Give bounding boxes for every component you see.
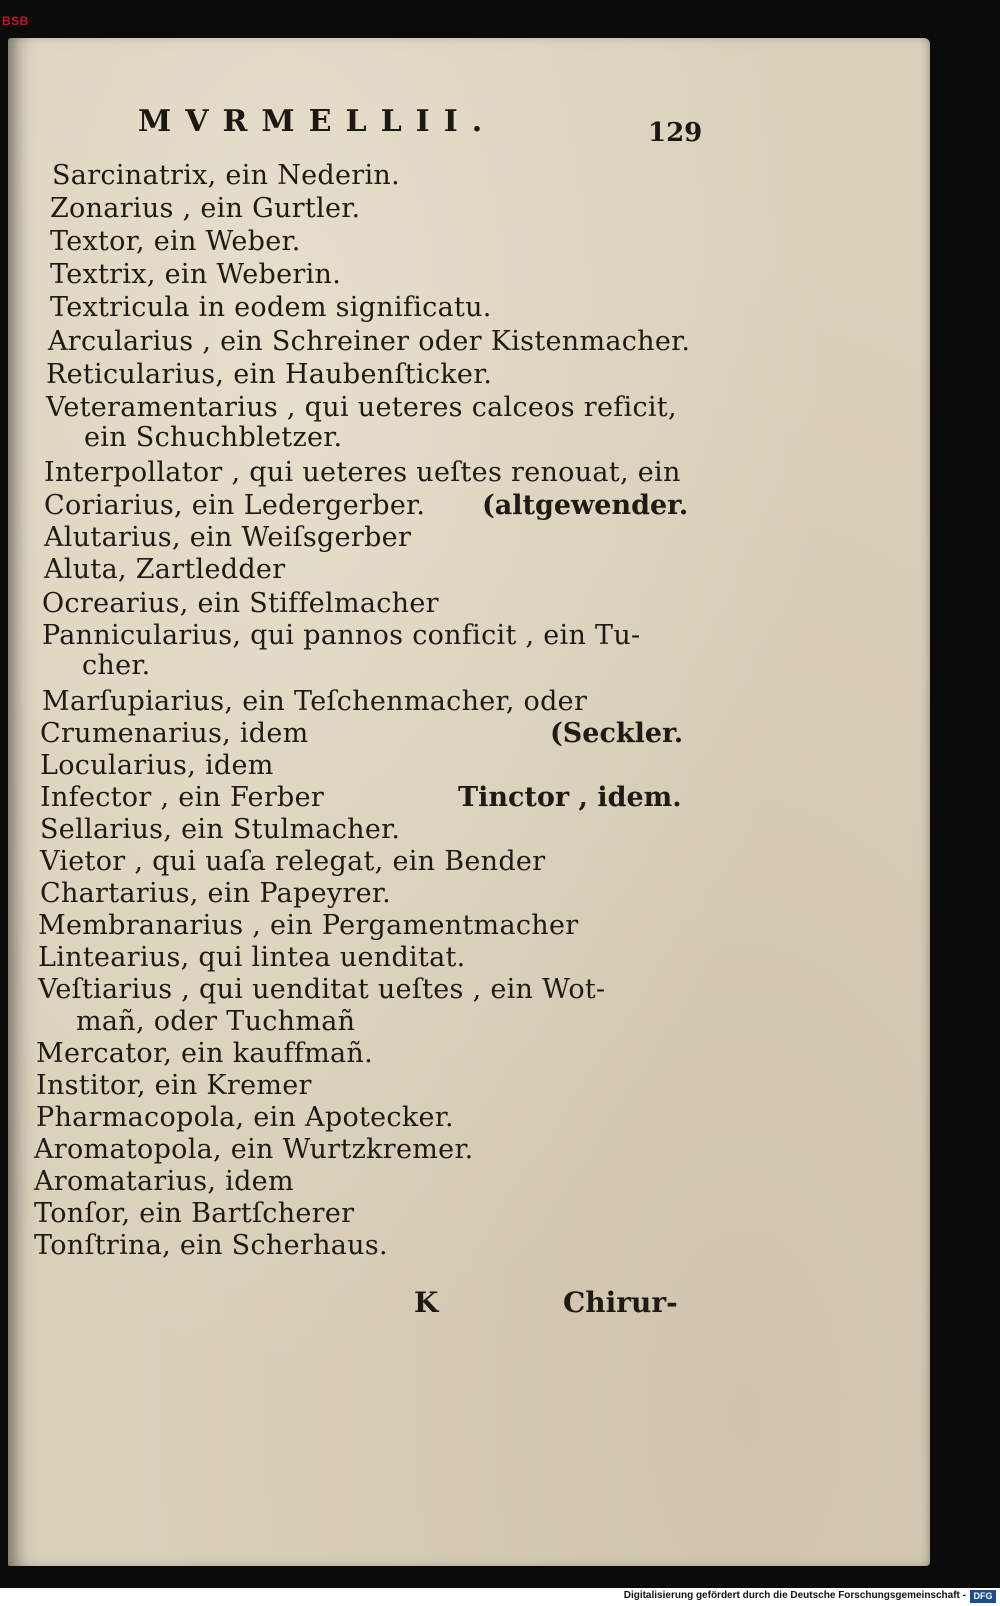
text-line: Sarcinatrix, ein Nederin. [52,160,400,191]
text-line: Marſupiarius, ein Teſchenmacher, oder [42,686,588,717]
right-fragment-infector: Tinctor , idem. [458,782,682,813]
text-line: Crumenarius, idem [40,718,309,749]
text-line: Tonſor, ein Bartſcherer [34,1198,355,1229]
text-line: Membranarius , ein Pergamentmacher [38,910,579,941]
text-line: cher. [82,650,151,681]
signature-mark: K [414,1286,439,1319]
dfg-logo: DFG [970,1590,996,1603]
catchword: Chirur- [563,1286,678,1319]
text-line: Textrix, ein Weberin. [50,259,342,290]
text-line: Aromatarius, idem [34,1166,294,1197]
text-line: ein Schuchbletzer. [84,422,343,453]
text-line: Reticularius, ein Haubenſticker. [46,359,493,390]
text-line: Infector , ein Ferber [40,782,325,813]
text-line: Chartarius, ein Papeyrer. [40,878,392,909]
text-line: Pannicularius, qui pannos conficit , ein Tu- [42,620,641,651]
text-line: Ocrearius, ein Stiffelmacher [42,588,439,619]
text-line: Alutarius, ein Weiſsgerber [44,522,412,553]
text-line: mañ, oder Tuchmañ [76,1006,356,1037]
text-line: Tonſtrina, ein Scherhaus. [34,1230,388,1261]
text-line: Vietor , qui uaſa relegat, ein Bender [40,846,546,877]
text-line: Mercator, ein kauffmañ. [36,1038,373,1069]
right-fragment-coriarius: (altgewender. [482,490,689,521]
text-line: Coriarius, ein Ledergerber. [44,490,426,521]
page-number: 129 [648,118,703,148]
text-line: Sellarius, ein Stulmacher. [40,814,401,845]
text-line: Institor, ein Kremer [36,1070,312,1101]
text-line: Veſtiarius , qui uenditat ueſtes , ein Wot- [38,974,606,1005]
text-line: Veteramentarius , qui ueteres calceos reficit, [46,392,677,423]
footer-credit: Digitalisierung gefördert durch die Deutsche Forschungsgemeinschaft - [623,1590,966,1601]
text-line: Lintearius, qui lintea uenditat. [38,942,466,973]
text-line: Textor, ein Weber. [50,226,301,257]
text-line: Interpollator , qui ueteres ueſtes renouat, ein [44,457,681,488]
text-line: Zonarius , ein Gurtler. [50,193,361,224]
text-line: Pharmacopola, ein Apotecker. [36,1102,454,1133]
text-line: Aluta, Zartledder [44,554,286,585]
running-head: MVRMELLII. [138,104,497,139]
text-line: Aromatopola, ein Wurtzkremer. [34,1134,474,1165]
bsb-logo: BSB [2,14,29,28]
text-line: Arcularius , ein Schreiner oder Kistenmacher. [48,326,691,357]
right-fragment-crumenarius: (Seckler. [550,718,684,749]
text-line: Locularius, idem [40,750,274,781]
text-line: Textricula in eodem significatu. [50,292,492,323]
